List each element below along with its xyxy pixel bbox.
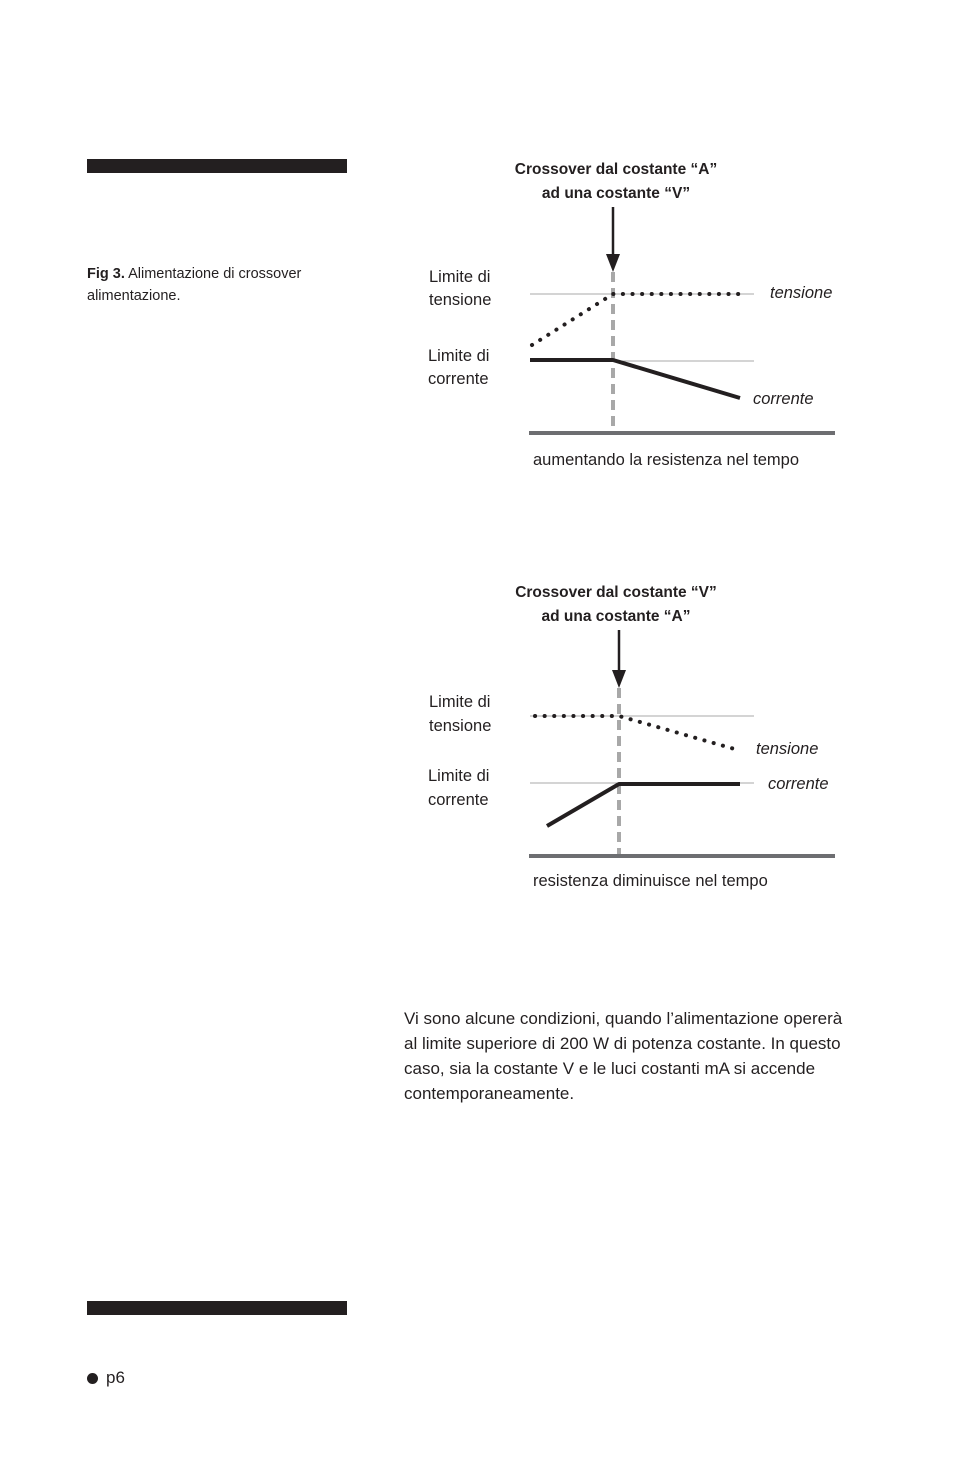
bottom-rule [87,1301,347,1315]
diagram-1-voltage-limit-label-2: tensione [429,291,492,309]
body-paragraph-block [404,1006,854,1106]
figure-caption-label: Fig 3. [87,266,125,282]
diagram-2-voltage-limit-label-1: Limite di [429,693,491,711]
figure-caption-text: Alimentazione di crossover alimentazione. [87,266,302,304]
diagram-2 [428,584,835,890]
diagram-2-tension-label: tensione [756,740,819,758]
diagram-1-current-limit-label-1: Limite di [428,347,490,365]
bullet-icon [87,1373,98,1384]
page-footer [87,1367,125,1389]
diagram-2-current-limit-label-1: Limite di [428,767,490,785]
page-number: p6 [106,1368,125,1387]
diagram-2-title-line2: ad una costante “A” [541,608,691,625]
diagram-1-axis-label: aumentando la resistenza nel tempo [533,451,799,469]
diagram-2-title-line1: Crossover dal costante “V” [515,584,717,601]
diagram-2-current-limit-label-2: corrente [428,791,489,809]
body-paragraph: Vi sono alcune condizioni, quando l’alimentazione opererà al limite superiore di 200 W di potenza costante. In questo caso, sia la costante V e le luci costanti mA si accende contemporaneamente. [404,1009,843,1103]
diagram-1-title-line1: Crossover dal costante “A” [514,161,718,178]
diagram-1-current-limit-label-2: corrente [428,370,489,388]
diagram-2-current-label: corrente [768,775,829,793]
diagram-1 [428,161,835,469]
diagram-1-voltage-limit-label-1: Limite di [429,268,491,286]
diagram-1-current-curve [530,360,740,398]
diagram-2-voltage-limit-label-2: tensione [429,717,492,735]
diagram-1-current-label: corrente [753,390,814,408]
diagram-1-tension-label: tensione [770,284,833,302]
diagram-1-title-line2: ad una costante “V” [541,185,691,202]
diagram-2-voltage-curve [535,716,738,750]
diagram-2-axis-label: resistenza diminuisce nel tempo [533,872,768,890]
diagram-2-current-curve [547,784,740,826]
diagram-1-arrow-head [606,254,620,272]
diagram-1-voltage-curve [532,294,740,345]
diagram-2-arrow-head [612,670,626,688]
